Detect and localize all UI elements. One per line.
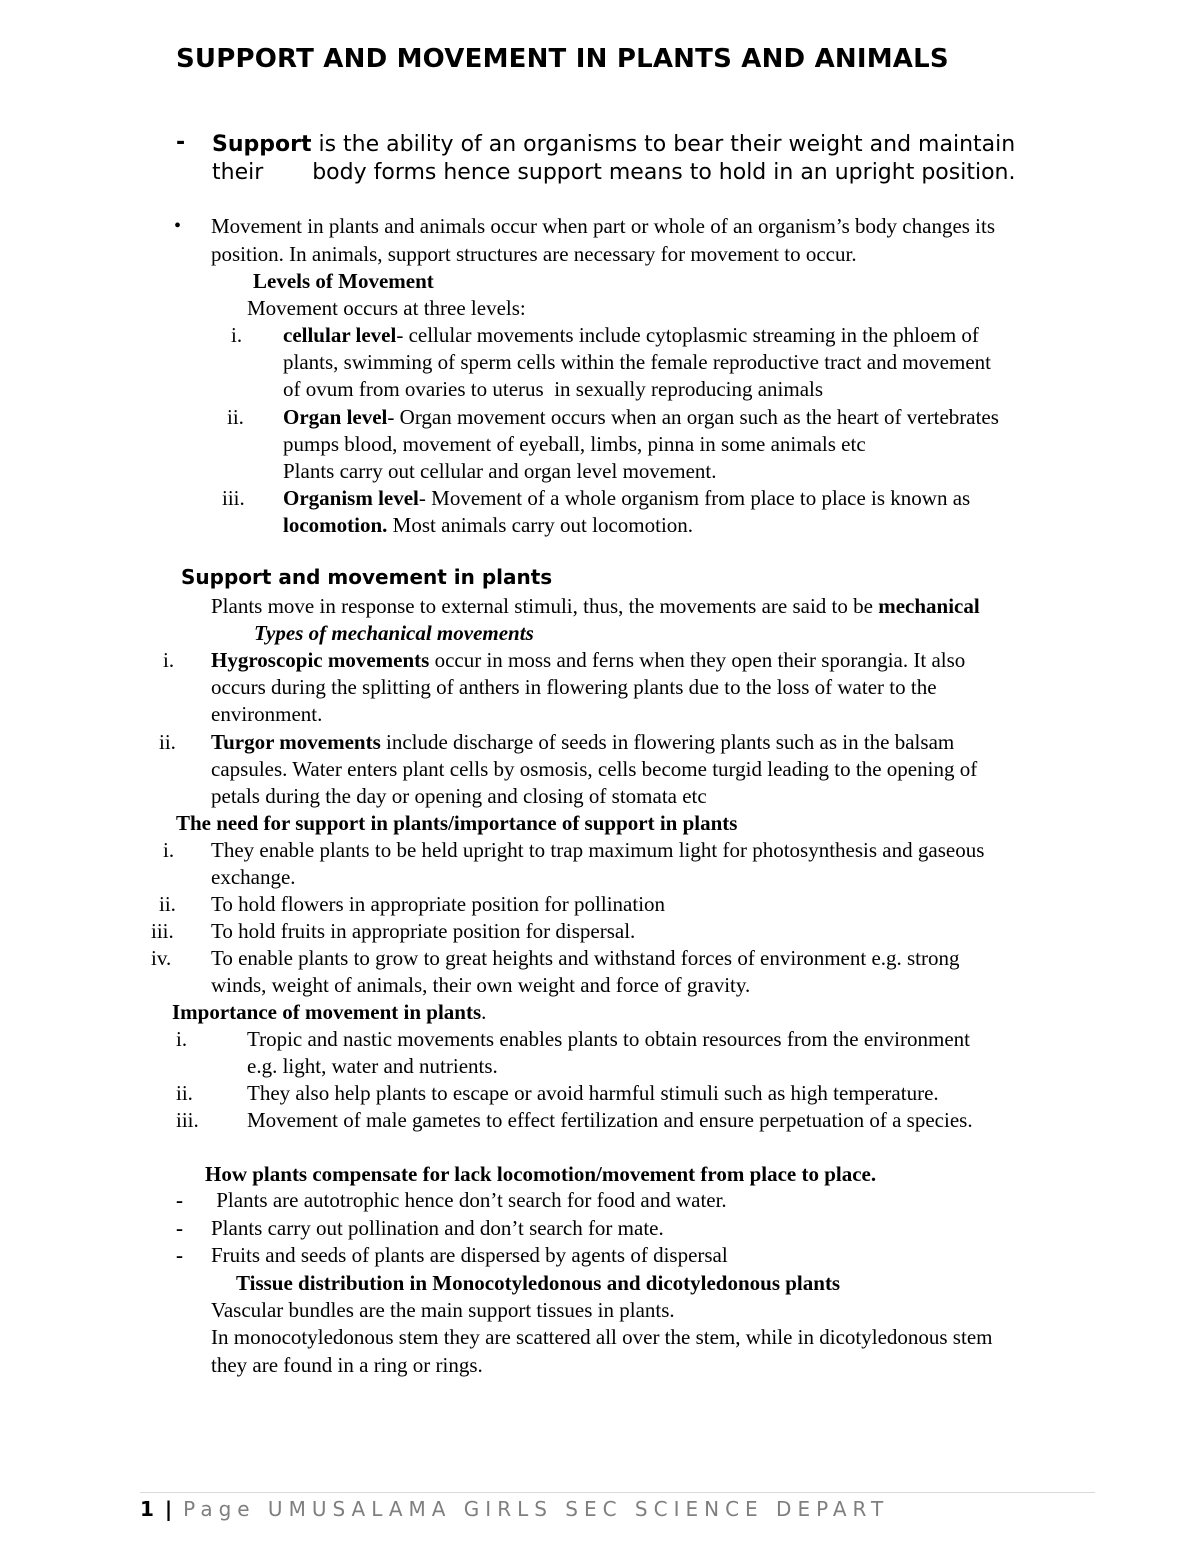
- type-line: occurs during the splitting of anthers in flowering plants due to the loss of water to the: [211, 675, 937, 699]
- dash-bullet: -: [176, 1188, 183, 1212]
- level-number: ii.: [227, 405, 244, 429]
- type-line: capsules. Water enters plant cells by osmosis, cells become turgid leading to the opening of: [211, 757, 978, 781]
- compensate-item: Fruits and seeds of plants are dispersed by agents of dispersal: [211, 1243, 728, 1267]
- importance-line: Movement of male gametes to effect fertilization and ensure perpetuation of a species.: [247, 1108, 973, 1132]
- level-line: locomotion. Most animals carry out locomotion.: [283, 513, 694, 537]
- level-term: Organ level: [283, 405, 388, 429]
- importance-line: e.g. light, water and nutrients.: [247, 1054, 498, 1078]
- need-number: iii.: [151, 919, 174, 943]
- level-term: cellular level: [283, 323, 397, 347]
- need-number: iv.: [151, 946, 172, 970]
- need-number: ii.: [159, 892, 176, 916]
- type-number: i.: [163, 648, 175, 672]
- page-footer: [140, 1497, 889, 1521]
- level-number: i.: [231, 323, 243, 347]
- need-line: To enable plants to grow to great heights and withstand forces of environment e.g. strong: [211, 946, 960, 970]
- level-line: plants, swimming of sperm cells within the female reproductive tract and movement: [283, 350, 991, 374]
- footer-text: Page UMUSALAMA GIRLS SEC SCIENCE DEPART: [183, 1497, 890, 1521]
- tissue-line: In monocotyledonous stem they are scattered all over the stem, while in dicotyledonous stem: [211, 1325, 993, 1349]
- need-line: To hold fruits in appropriate position for dispersal.: [211, 919, 636, 943]
- level-number: iii.: [222, 486, 245, 510]
- levels-heading: Levels of Movement: [253, 269, 434, 293]
- need-number: i.: [163, 838, 175, 862]
- need-line: They enable plants to be held upright to trap maximum light for photosynthesis and gaseous: [211, 838, 985, 862]
- definition-line-2: their body forms hence support means to hold in an upright position.: [212, 160, 1016, 185]
- movement-intro-line-2: position. In animals, support structures are necessary for movement to occur.: [211, 242, 857, 266]
- importance-line: Tropic and nastic movements enables plants to obtain resources from the environment: [247, 1027, 970, 1051]
- definition-line-1: [212, 130, 1015, 159]
- compensate-item: Plants are autotrophic hence don’t search for food and water.: [211, 1188, 727, 1212]
- plants-intro: Plants move in response to external stimuli, thus, the movements are said to be mechanical: [211, 594, 980, 618]
- page-title: SUPPORT AND MOVEMENT IN PLANTS AND ANIMALS: [176, 44, 949, 74]
- tissue-line: they are found in a ring or rings.: [211, 1353, 483, 1377]
- tissue-line: Vascular bundles are the main support tissues in plants.: [211, 1298, 675, 1322]
- need-line: To hold flowers in appropriate position for pollination: [211, 892, 666, 916]
- level-line: cellular level- cellular movements include cytoplasmic streaming in the phloem of: [283, 323, 979, 347]
- level-line: Plants carry out cellular and organ level movement.: [283, 459, 717, 483]
- level-line: Organ level- Organ movement occurs when an organ such as the heart of vertebrates: [283, 405, 999, 429]
- dash-bullet: -: [176, 1216, 183, 1240]
- plants-subheading: Types of mechanical movements: [254, 621, 534, 645]
- importance-number: iii.: [176, 1108, 199, 1132]
- definition-text: is the ability of an organisms to bear their weight and maintain: [311, 132, 1016, 157]
- level-line: Organism level- Movement of a whole organism from place to place is known as: [283, 486, 971, 510]
- compensate-item: Plants carry out pollination and don’t search for mate.: [211, 1216, 664, 1240]
- movement-intro-line-1: Movement in plants and animals occur when part or whole of an organism’s body changes its: [211, 214, 996, 238]
- bullet-icon: •: [174, 215, 182, 237]
- type-line: Turgor movements include discharge of seeds in flowering plants such as in the balsam: [211, 730, 955, 754]
- plants-section-heading: Support and movement in plants: [181, 565, 553, 589]
- type-line: Hygroscopic movements occur in moss and ferns when they open their sporangia. It also: [211, 648, 966, 672]
- level-line: pumps blood, movement of eyeball, limbs, pinna in some animals etc: [283, 432, 866, 456]
- definition-dash: -: [176, 130, 186, 155]
- importance-heading: Importance of movement in plants.: [172, 1000, 487, 1024]
- need-line: winds, weight of animals, their own weight and force of gravity.: [211, 973, 751, 997]
- type-term: Hygroscopic movements: [211, 648, 430, 672]
- definition-term: Support: [212, 132, 312, 157]
- need-line: exchange.: [211, 865, 296, 889]
- levels-intro: Movement occurs at three levels:: [247, 296, 526, 320]
- tissue-heading: Tissue distribution in Monocotyledonous and dicotyledonous plants: [236, 1271, 841, 1295]
- importance-line: They also help plants to escape or avoid harmful stimuli such as high temperature.: [247, 1081, 939, 1105]
- locomotion-term: locomotion.: [283, 513, 388, 537]
- type-line: environment.: [211, 702, 323, 726]
- importance-number: i.: [176, 1027, 188, 1051]
- level-line: of ovum from ovaries to uterus in sexually reproducing animals: [283, 377, 824, 401]
- type-line: petals during the day or opening and closing of stomata etc: [211, 784, 707, 808]
- mechanical-term: mechanical: [878, 594, 980, 618]
- type-number: ii.: [159, 730, 176, 754]
- need-support-heading: The need for support in plants/importance of support in plants: [176, 811, 738, 835]
- compensate-heading: How plants compensate for lack locomotion/movement from place to place.: [205, 1162, 877, 1186]
- footer-divider: [140, 1492, 1095, 1493]
- page-number: 1 |: [140, 1497, 184, 1521]
- importance-number: ii.: [176, 1081, 193, 1105]
- level-term: Organism level: [283, 486, 419, 510]
- dash-bullet: -: [176, 1243, 183, 1267]
- type-term: Turgor movements: [211, 730, 381, 754]
